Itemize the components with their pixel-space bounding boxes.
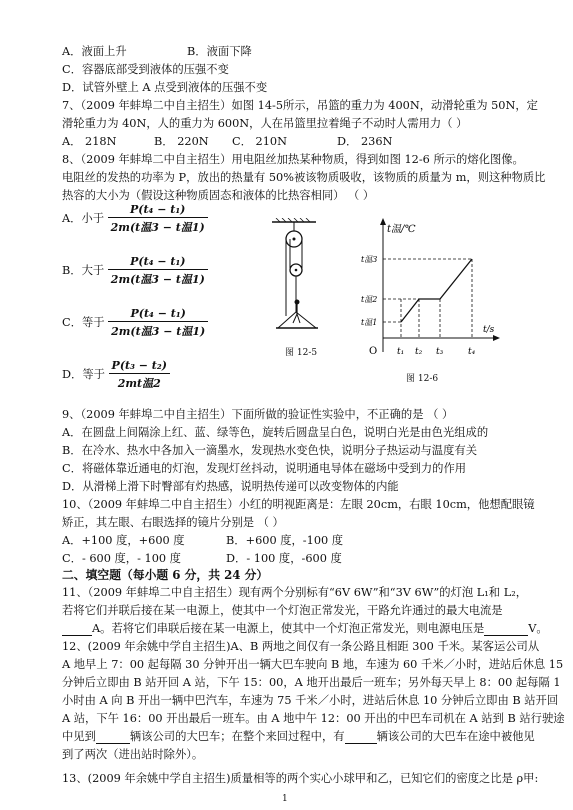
q6-option-c: C．容器底部受到液体的压强不变 <box>62 63 229 76</box>
q7-option-a: A． 218N <box>62 135 117 148</box>
q7-stem-line1: 7、（2009 年蚌埠二中自主招生）如图 14-5所示，吊篮的重力为 400N，动滑轮重为 50N，定 <box>62 99 538 112</box>
q9-stem: 9、（2009 年蚌埠二中自主招生）下面所做的验证性实验中，不正确的是 （ ） <box>62 408 454 421</box>
q8-option-a-numerator: P(t₄ − t₁) <box>108 203 208 218</box>
melting-graph-caption: 图 12-6 <box>406 374 439 384</box>
x-tick-t2: t₂ <box>415 347 423 357</box>
q11-stem-line2: 若将它们并联后接在某一电源上，使其中一个灯泡正常发光，干路允许通过的最大电流是 <box>62 604 503 617</box>
q12-stem-line5: A 站，下午 16：00 开出最后一班车。由 A 地中午 12：00 开出的中巴车司机在 A 站到 B 站行驶途 <box>62 712 565 725</box>
q8-option-c <box>62 307 208 339</box>
y-axis-arrow <box>380 218 386 225</box>
q9-option-d: D．从滑梯上滑下时臀部有灼热感，说明热传递可以改变物体的内能 <box>62 480 399 493</box>
q8-option-d-numerator: P(t₃ − t₂) <box>109 359 170 374</box>
q8-option-b-fraction <box>108 255 208 287</box>
q8-option-d <box>62 359 170 391</box>
q8-option-a-fraction <box>108 203 208 235</box>
q8-option-a-label: A．小于 <box>62 212 105 225</box>
q6-option-d: D．试管外壁上 A 点受到液体的压强不变 <box>62 81 268 94</box>
q12-stem-line6 <box>62 728 535 744</box>
q8-option-c-label: C．等于 <box>62 316 105 329</box>
basket-strap-left <box>278 312 296 328</box>
x-tick-t4: t₄ <box>468 347 476 357</box>
q8-option-d-label: D．等于 <box>62 368 105 381</box>
q9-option-b: B．在冷水、热水中各加入一滴墨水，发现热水变色快，说明分子热运动与温度有关 <box>62 444 477 457</box>
movable-pulley-axle <box>295 269 298 272</box>
q12-stem-line1: 12、(2009 年余姚中学自主招生)A、B 两地之间仅有一条公路且相距 300 千米。某客运公司从 <box>62 640 540 653</box>
y-tick-t3: t温3 <box>361 255 378 264</box>
q8-option-b-numerator: P(t₄ − t₁) <box>108 255 208 270</box>
q6-option-b: B．液面下降 <box>187 45 252 58</box>
q10-option-a: A．+100 度，+600 度 <box>62 534 185 547</box>
q9-option-a: A．在圆盘上间隔涂上红、蓝、绿等色，旋转后圆盘呈白色，说明白光是由色光组成的 <box>62 426 489 439</box>
q11-line3-text: A。若将它们串联后接在某一电源上，使其中一个灯泡正常发光，则电源电压是 <box>92 622 485 635</box>
x-tick-t3: t₃ <box>436 347 444 357</box>
q12-line6-text-a: 中见到 <box>62 730 96 743</box>
y-axis-label: t温/℃ <box>387 224 416 235</box>
q12-answer-blank-2[interactable] <box>345 730 377 744</box>
q6-option-a: A．液面上升 <box>62 45 127 58</box>
q8-option-a-denominator: 2m(t温3 − t温1) <box>110 221 205 234</box>
q8-option-d-fraction <box>109 359 170 391</box>
q8-option-b <box>62 255 208 287</box>
q8-stem-line2: 电阻丝的发热的功率为 P，放出的热量有 50%被该物质吸收，该物质的质量为 m，则这种物质比 <box>62 171 546 184</box>
melting-curve <box>401 259 472 322</box>
q9-option-c: C．将磁体靠近通电的灯泡，发现灯丝抖动，说明通电导体在磁场中受到力的作用 <box>62 462 467 475</box>
q11-line3-unit: V。 <box>528 622 548 635</box>
q11-stem-line3 <box>62 620 548 636</box>
q7-option-c: C． 210N <box>232 135 287 148</box>
pulley-figure-caption: 图 12-5 <box>285 348 318 358</box>
q7-option-d: D． 236N <box>337 135 393 148</box>
q12-line6-text-c: 辆该公司的大巴车在途中被他见 <box>376 730 535 743</box>
q7-stem-line2: 滑轮重力为 40N，人的重力为 600N，人在吊篮里拉着绳子不动时人需用力（ ） <box>62 117 468 130</box>
q11-answer-blank-1[interactable] <box>62 622 92 636</box>
q13-stem-line1: 13、(2009 年余姚中学自主招生)质量相等的两个实心小球甲和乙，已知它们的密度之比是 ρ甲: <box>62 772 539 785</box>
q12-stem-line2: A 地早上 7：00 起每隔 30 分钟开出一辆大巴车驶向 B 地，车速为 60 千米／小时，进站后休息 15 <box>62 658 564 671</box>
q10-option-b: B．+600 度，-100 度 <box>226 534 344 547</box>
q8-option-b-label: B．大于 <box>62 264 105 277</box>
q12-answer-blank-1[interactable] <box>96 730 130 744</box>
q12-stem-line4: 小时由 A 向 B 开出一辆中巴汽车，车速为 75 千米／小时，进站后休息 10 分钟后立即由 B 站开回 <box>62 694 559 707</box>
q8-option-a <box>62 203 208 235</box>
q8-option-d-denominator: 2mt温2 <box>117 377 161 390</box>
q11-answer-blank-2[interactable] <box>484 622 528 636</box>
q12-stem-line7: 到了两次（进出站时除外）。 <box>62 748 204 761</box>
person-head <box>295 300 300 305</box>
q8-option-c-numerator: P(t₄ − t₁) <box>108 307 208 322</box>
pulley-figure <box>270 218 330 343</box>
q8-stem-line1: 8、（2009 年蚌埠二中自主招生）用电阻丝加热某种物质，得到如图 12-6 所示的熔化图像。 <box>62 153 524 166</box>
y-tick-t2: t温2 <box>361 295 378 304</box>
melting-graph <box>355 214 505 364</box>
y-tick-t1: t温1 <box>361 318 378 327</box>
q10-option-c: C．- 600 度，- 100 度 <box>62 552 181 565</box>
q8-option-c-fraction <box>108 307 208 339</box>
x-tick-t1: t₁ <box>397 347 405 357</box>
x-axis-label: t/s <box>483 325 495 335</box>
q11-stem-line1: 11、（2009 年蚌埠二中自主招生）现有两个分别标有“6V 6W”和“3V 6W”的灯泡 L₁和 L₂， <box>62 586 528 599</box>
x-axis-arrow <box>493 335 500 341</box>
fixed-pulley-axle <box>293 238 296 241</box>
q8-stem-line3: 热容的大小为（假设这种物质固态和液体的比热容相同） （ ） <box>62 189 375 202</box>
q8-option-c-denominator: 2m(t温3 − t温1) <box>111 325 206 338</box>
q7-option-b: B． 220N <box>154 135 209 148</box>
origin-label: O <box>369 346 378 357</box>
q12-stem-line3: 分钟后立即由 B 站开回 A 站，下午 15：00，A 地开出最后一班车；另外每天早上 8：00 起每隔 1 <box>62 676 561 689</box>
q10-option-d: D．- 100 度，-600 度 <box>226 552 342 565</box>
q10-stem-line1: 10、（2009 年蚌埠二中自主招生）小红的明视距离是：左眼 20cm，右眼 10cm，他想配眼镜 <box>62 498 535 511</box>
q8-option-b-denominator: 2m(t温3 − t温1) <box>110 273 205 286</box>
q10-stem-line2: 矫正，其左眼、右眼选择的镜片分别是 （ ） <box>62 516 284 529</box>
section2-title: 二、填空题（每小题 6 分，共 24 分） <box>62 568 269 582</box>
person-leg-left <box>293 314 297 323</box>
q12-line6-text-b: 辆该公司的大巴车；在整个来回过程中，有 <box>129 730 345 743</box>
page-number: 1 <box>282 794 288 804</box>
